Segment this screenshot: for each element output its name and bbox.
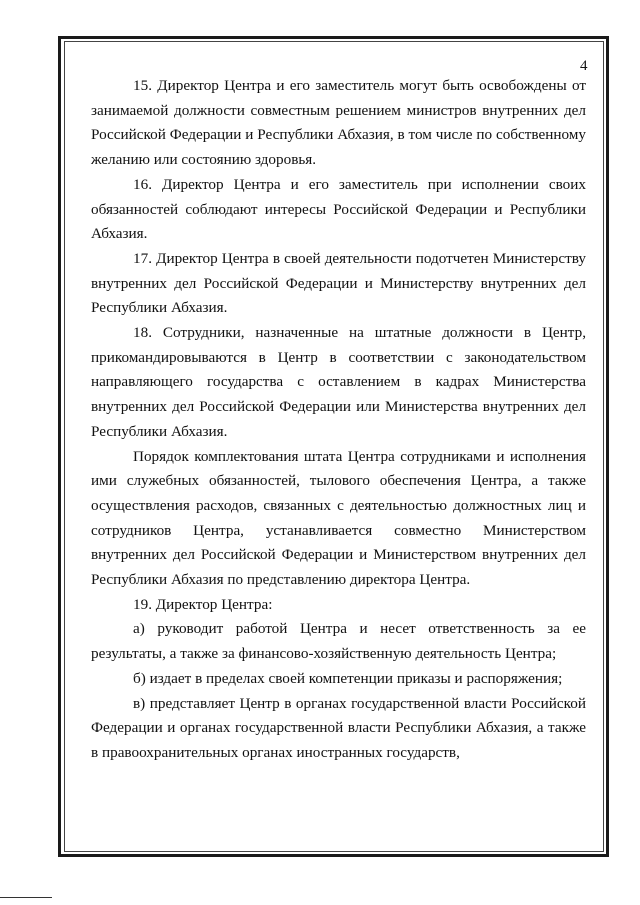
paragraph-19-item-a: а) руководит работой Центра и несет ответственность за ее результаты, а также за финансово-хозяйственную деятельность Центра;	[91, 620, 586, 663]
paragraph-19-item-b: б) издает в пределах своей компетенции приказы и распоряжения;	[133, 669, 563, 687]
paragraph-18-continued: Порядок комплектования штата Центра сотрудниками и исполнения ими служебных обязанностей, тылового обеспечения Центра, а также осуществления расходов, связанных с деятельностью должностных лиц и сотрудников Центра, устанавливается совместно Министерством внутренних дел Российской Федерации и Министерством внутренних дел Республики Абхазия по представлению директора Центра.	[91, 447, 586, 589]
paragraph-16: 16. Директор Центра и его заместитель при исполнении своих обязанностей соблюдают интересы Российской Федерации и Республики Абхазия.	[91, 175, 586, 243]
paragraph-15: 15. Директор Центра и его заместитель могут быть освобождены от занимаемой должности совместным решением министров внутренних дел Российской Федерации и Республики Абхазия, в том числе по собственному желанию или состоянию здоровья.	[91, 77, 586, 169]
paragraph-18: 18. Сотрудники, назначенные на штатные должности в Центр, прикомандировываются в Центр в соответствии с законодательством направляющего государства с оставлением в кадрах Министерства внутренних дел Российской Федерации или Министерства внутренних дел Республики Абхазия.	[91, 324, 586, 440]
paragraph-19-item-v: в) представляет Центр в органах государственной власти Российской Федерации и органах государственной власти Республики Абхазия, а также в правоохранительных органах иностранных государств,	[91, 694, 586, 761]
scan-edge-line	[0, 897, 52, 898]
document-body	[91, 74, 586, 766]
page-number: 4	[580, 58, 588, 74]
paragraph-17: 17. Директор Центра в своей деятельности подотчетен Министерству внутренних дел Российской Федерации и Министерству внутренних дел Республики Абхазия.	[91, 249, 586, 317]
paragraph-19: 19. Директор Центра:	[133, 595, 273, 613]
